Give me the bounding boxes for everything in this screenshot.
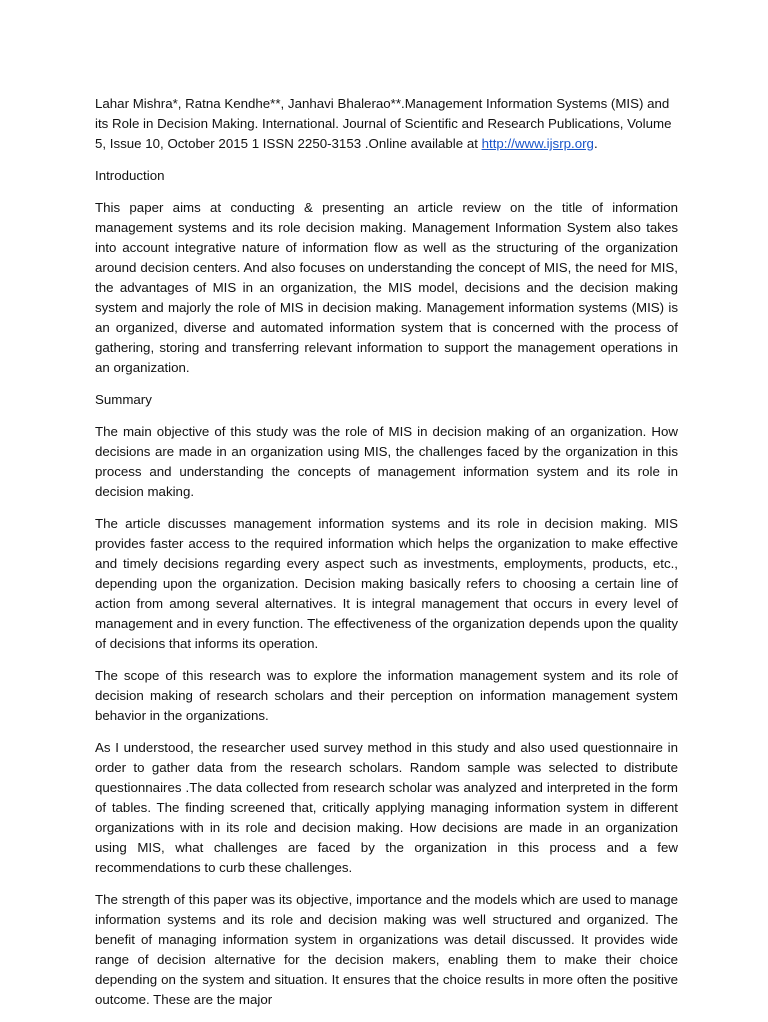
introduction-heading: Introduction bbox=[95, 168, 165, 183]
summary-heading: Summary bbox=[95, 392, 152, 407]
journal-website-link[interactable]: http://www.ijsrp.org bbox=[481, 136, 594, 151]
summary-paragraph-objective: The main objective of this study was the role of MIS in decision making of an organization. How decisions are made in an organization using MIS, the challenges faced by the organization in this process and understanding the concepts of management information system and its role in decision making. bbox=[95, 424, 678, 499]
summary-paragraph-method: As I understood, the researcher used survey method in this study and also used questionnaire in order to gather data from the research scholars. Random sample was selected to distribute questionnaires .The data collected from research scholar was analyzed and interpreted in the form of tables. The finding screened that, critically applying managing information system in different organizations with in its role and decision making. How decisions are made in an organization using MIS, what challenges are faced by the organization in this process and a few recommendations to curb these challenges. bbox=[95, 740, 678, 875]
summary-paragraph-discussion: The article discusses management information systems and its role in decision making. MIS provides faster access to the required information which helps the organization to make effective and timely decisions regarding every aspect such as investments, employments, products, etc., depending upon the organization. Decision making basically refers to choosing a certain line of action from among several alternatives. It is integral management that occurs in every level of management and in every function. The effectiveness of the organization depends upon the quality of decisions that informs its operation. bbox=[95, 516, 678, 651]
summary-paragraph-scope: The scope of this research was to explore the information management system and its role of decision making of research scholars and their perception on information management system behavior in the organizations. bbox=[95, 668, 678, 723]
citation-end: . bbox=[593, 136, 598, 151]
citation-text: Lahar Mishra*, Ratna Kendhe**, Janhavi Bhalerao**.Management Information Systems (MIS) and its Role in Decision Making. International. Journal of Scientific and Research Publications, Volume 5, Issue 10, October 2015 1 ISSN 2250-3153 .Online available at bbox=[95, 96, 672, 151]
introduction-paragraph: This paper aims at conducting & presenting an article review on the title of information management systems and its role decision making. Management Information System also takes into account integrative nature of information flow as well as the structuring of the organization around decision centers. And also focuses on understanding the concept of MIS, the need for MIS, the advantages of MIS in an organization, the MIS model, decisions and the decision making system and majorly the role of MIS in decision making. Management information systems (MIS) is an organized, diverse and automated information system that is concerned with the process of gathering, storing and transferring relevant information to support the management operations in an organization. bbox=[95, 200, 678, 375]
summary-paragraph-strength: The strength of this paper was its objective, importance and the models which are used to manage information systems and its role and decision making was well structured and organized. The benefit of managing information system in organizations was detail discussed. It provides wide range of decision alternative for the decision makers, enabling them to make their choice depending on the system and situation. It ensures that the choice results in more often the positive outcome. These are the major bbox=[95, 892, 678, 1007]
document-page bbox=[95, 94, 678, 1022]
citation-reference bbox=[95, 94, 678, 154]
